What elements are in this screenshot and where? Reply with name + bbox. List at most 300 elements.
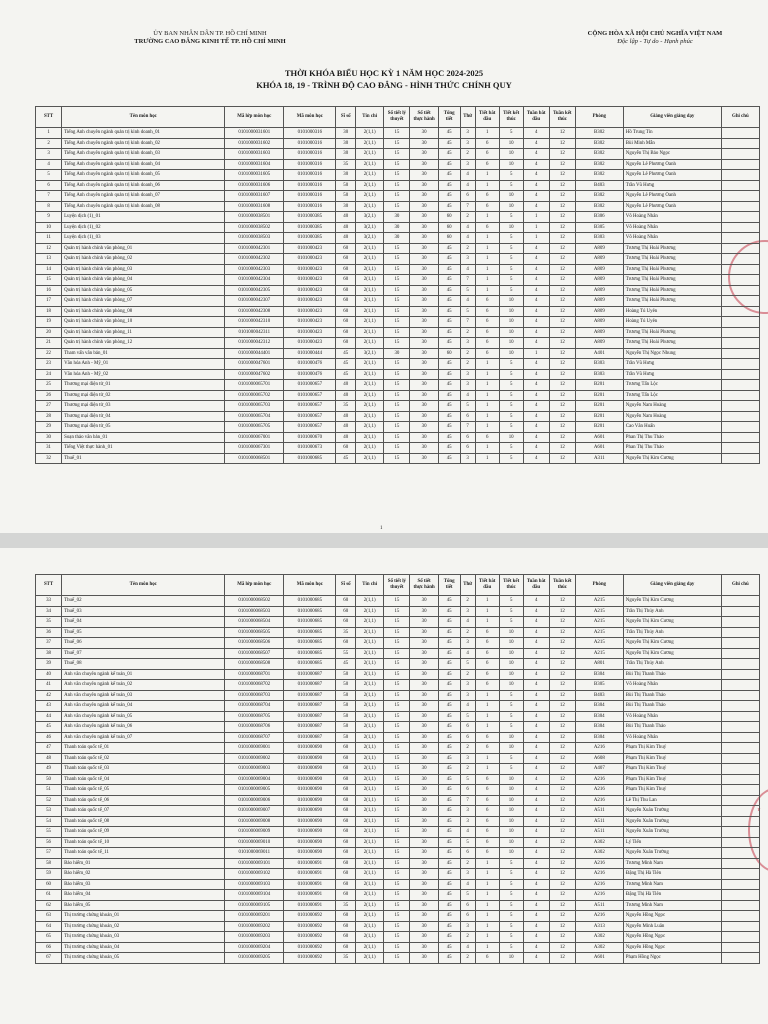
cell-room: A601 — [575, 443, 623, 454]
cell-subject-name: Thị trường chứng khoán_05 — [62, 953, 225, 964]
cell-start-week: 4 — [523, 648, 549, 659]
cell-class-size: 60 — [336, 743, 356, 754]
cell-stt: 5 — [36, 170, 62, 181]
cell-start-period: 1 — [475, 596, 499, 607]
cell-theory-periods: 15 — [384, 690, 410, 701]
cell-weekday: 6 — [460, 722, 475, 733]
cell-start-period: 1 — [475, 128, 499, 139]
cell-subject-name: Thương mại điện tử_03 — [62, 401, 225, 412]
column-header-practice-periods: Số tiết thực hành — [410, 575, 438, 596]
cell-start-period: 1 — [475, 264, 499, 275]
cell-room: A215 — [575, 627, 623, 638]
cell-class-size: 60 — [336, 890, 356, 901]
cell-start-week: 4 — [523, 201, 549, 212]
cell-class-code: 0101000069104 — [225, 890, 284, 901]
cell-subject-code: 0101000423 — [284, 264, 336, 275]
cell-class-size: 40 — [336, 212, 356, 223]
cell-class-code: 0101000068704 — [225, 701, 284, 712]
cell-end-week: 12 — [549, 690, 575, 701]
cell-class-size: 35 — [336, 953, 356, 964]
cell-credits: 2(1,1) — [356, 191, 384, 202]
cell-credits: 2(1,1) — [356, 932, 384, 943]
cell-total-periods: 45 — [438, 627, 460, 638]
table-row — [36, 443, 760, 454]
cell-lecturer: Nguyễn Lê Phương Oanh — [623, 170, 721, 181]
cell-practice-periods: 30 — [410, 890, 438, 901]
cell-weekday: 5 — [460, 837, 475, 848]
cell-total-periods: 45 — [438, 785, 460, 796]
table-row — [36, 701, 760, 712]
cell-subject-code: 0101000423 — [284, 296, 336, 307]
cell-start-period: 1 — [475, 254, 499, 265]
cell-weekday: 2 — [460, 348, 475, 359]
cell-room: A302 — [575, 848, 623, 859]
cell-start-week: 4 — [523, 296, 549, 307]
cell-total-periods: 45 — [438, 774, 460, 785]
cell-room: A809 — [575, 317, 623, 328]
cell-weekday: 5 — [460, 306, 475, 317]
cell-theory-periods: 15 — [384, 254, 410, 265]
cell-room: A407 — [575, 764, 623, 775]
cell-total-periods: 45 — [438, 254, 460, 265]
cell-practice-periods: 30 — [410, 785, 438, 796]
cell-practice-periods: 30 — [410, 149, 438, 160]
issuer-line-2: TRƯỜNG CAO ĐẲNG KINH TẾ TP. HỒ CHÍ MINH — [134, 38, 286, 45]
cell-practice-periods: 30 — [410, 243, 438, 254]
table-row — [36, 411, 760, 422]
cell-subject-name: Thuế_01 — [62, 453, 225, 464]
table-header-row — [36, 575, 760, 596]
cell-end-period: 5 — [499, 443, 523, 454]
cell-lecturer: Phạm Hồng Ngọc — [623, 953, 721, 964]
cell-theory-periods: 15 — [384, 401, 410, 412]
cell-subject-code: 0101000690 — [284, 753, 336, 764]
cell-start-period: 6 — [475, 348, 499, 359]
cell-end-week: 12 — [549, 669, 575, 680]
cell-note — [721, 338, 759, 349]
cell-subject-name: Quản trị hành chính văn phòng_07 — [62, 296, 225, 307]
cell-start-week: 4 — [523, 869, 549, 880]
cell-class-size: 30 — [336, 138, 356, 149]
cell-class-size: 60 — [336, 638, 356, 649]
cell-stt: 19 — [36, 317, 62, 328]
table-row — [36, 275, 760, 286]
table-row — [36, 879, 760, 890]
cell-note — [721, 411, 759, 422]
cell-room: A302 — [575, 932, 623, 943]
cell-credits: 2(1,1) — [356, 617, 384, 628]
table-row — [36, 690, 760, 701]
cell-total-periods: 45 — [438, 432, 460, 443]
cell-practice-periods: 30 — [410, 128, 438, 139]
cell-end-week: 12 — [549, 138, 575, 149]
cell-subject-code: 0101000423 — [284, 317, 336, 328]
cell-subject-code: 0101000690 — [284, 837, 336, 848]
cell-class-code: 0101000068501 — [225, 453, 284, 464]
cell-total-periods: 45 — [438, 690, 460, 701]
cell-note — [721, 380, 759, 391]
cell-subject-code: 0101000690 — [284, 795, 336, 806]
cell-stt: 47 — [36, 743, 62, 754]
cell-stt: 66 — [36, 942, 62, 953]
table-row — [36, 212, 760, 223]
table-row — [36, 774, 760, 785]
column-header-room: Phòng — [575, 107, 623, 128]
cell-note — [721, 296, 759, 307]
cell-start-week: 4 — [523, 638, 549, 649]
cell-credits: 2(1,1) — [356, 869, 384, 880]
cell-note — [721, 432, 759, 443]
cell-subject-name: Anh văn chuyên ngành kế toán_02 — [62, 680, 225, 691]
cell-note — [721, 170, 759, 181]
cell-start-period: 1 — [475, 243, 499, 254]
cell-lecturer: Nguyễn Thị Kim Cương — [623, 648, 721, 659]
cell-note — [721, 401, 759, 412]
cell-total-periods: 45 — [438, 369, 460, 380]
cell-subject-code: 0101000691 — [284, 858, 336, 869]
cell-total-periods: 45 — [438, 764, 460, 775]
cell-weekday: 6 — [460, 191, 475, 202]
cell-class-size: 40 — [336, 380, 356, 391]
cell-subject-code: 0101000673 — [284, 443, 336, 454]
cell-subject-name: Tiếng Anh chuyên ngành quản trị kinh doanh_02 — [62, 138, 225, 149]
cell-end-week: 12 — [549, 932, 575, 943]
cell-start-period: 1 — [475, 369, 499, 380]
cell-credits: 3(2,1) — [356, 233, 384, 244]
cell-subject-name: Luyện dịch (1)_03 — [62, 233, 225, 244]
cell-room: B201 — [575, 380, 623, 391]
cell-start-period: 6 — [475, 795, 499, 806]
cell-end-week: 12 — [549, 911, 575, 922]
cell-credits: 2(1,1) — [356, 900, 384, 911]
column-header-subject-name: Tên môn học — [62, 107, 225, 128]
cell-class-code: 0101000069103 — [225, 879, 284, 890]
cell-class-code: 0101000069105 — [225, 900, 284, 911]
cell-class-code: 0101000031602 — [225, 138, 284, 149]
cell-theory-periods: 15 — [384, 453, 410, 464]
cell-total-periods: 60 — [438, 212, 460, 223]
cell-class-size: 60 — [336, 296, 356, 307]
cell-start-period: 1 — [475, 170, 499, 181]
cell-start-week: 4 — [523, 149, 549, 160]
cell-stt: 65 — [36, 932, 62, 943]
cell-subject-name: Thanh toán quốc tế_03 — [62, 764, 225, 775]
cell-class-code: 0101000031601 — [225, 128, 284, 139]
cell-stt: 18 — [36, 306, 62, 317]
cell-class-size: 60 — [336, 264, 356, 275]
cell-weekday: 7 — [460, 422, 475, 433]
table-row — [36, 380, 760, 391]
cell-subject-code: 0101000687 — [284, 711, 336, 722]
cell-class-code: 0101000069102 — [225, 869, 284, 880]
cell-start-week: 4 — [523, 837, 549, 848]
cell-note — [721, 606, 759, 617]
column-header-start-week: Tuần bắt đầu — [523, 107, 549, 128]
cell-end-week: 12 — [549, 596, 575, 607]
cell-lecturer: Trương Tấn Lộc — [623, 380, 721, 391]
cell-room: A216 — [575, 911, 623, 922]
cell-credits: 2(1,1) — [356, 180, 384, 191]
cell-end-period: 5 — [499, 753, 523, 764]
cell-class-code: 0101000068703 — [225, 690, 284, 701]
cell-class-size: 60 — [336, 764, 356, 775]
cell-note — [721, 827, 759, 838]
cell-practice-periods: 30 — [410, 222, 438, 233]
cell-practice-periods: 30 — [410, 264, 438, 275]
table-row — [36, 285, 760, 296]
cell-practice-periods: 30 — [410, 138, 438, 149]
column-header-note: Ghi chú — [721, 575, 759, 596]
cell-note — [721, 254, 759, 265]
cell-credits: 2(1,1) — [356, 627, 384, 638]
table-row — [36, 711, 760, 722]
cell-weekday: 5 — [460, 774, 475, 785]
cell-class-size: 60 — [336, 596, 356, 607]
cell-credits: 2(1,1) — [356, 338, 384, 349]
cell-class-code: 0101000042304 — [225, 275, 284, 286]
cell-note — [721, 680, 759, 691]
cell-weekday: 4 — [460, 180, 475, 191]
cell-room: A809 — [575, 285, 623, 296]
cell-theory-periods: 15 — [384, 317, 410, 328]
column-header-stt: STT — [36, 107, 62, 128]
cell-end-period: 5 — [499, 911, 523, 922]
cell-theory-periods: 15 — [384, 932, 410, 943]
cell-total-periods: 45 — [438, 900, 460, 911]
table-row — [36, 138, 760, 149]
cell-total-periods: 45 — [438, 816, 460, 827]
cell-weekday: 2 — [460, 212, 475, 223]
cell-theory-periods: 15 — [384, 680, 410, 691]
cell-start-week: 4 — [523, 453, 549, 464]
cell-stt: 55 — [36, 827, 62, 838]
cell-subject-code: 0101000690 — [284, 743, 336, 754]
table-row — [36, 785, 760, 796]
cell-start-week: 4 — [523, 806, 549, 817]
cell-end-week: 12 — [549, 170, 575, 181]
table-row — [36, 254, 760, 265]
cell-room: A809 — [575, 254, 623, 265]
cell-subject-code: 0101000692 — [284, 921, 336, 932]
cell-total-periods: 45 — [438, 701, 460, 712]
cell-weekday: 7 — [460, 201, 475, 212]
cell-start-week: 4 — [523, 669, 549, 680]
cell-practice-periods: 30 — [410, 159, 438, 170]
cell-theory-periods: 15 — [384, 285, 410, 296]
cell-class-code: 0101000047601 — [225, 359, 284, 370]
cell-end-week: 12 — [549, 827, 575, 838]
cell-class-size: 45 — [336, 659, 356, 670]
cell-total-periods: 45 — [438, 879, 460, 890]
cell-total-periods: 45 — [438, 201, 460, 212]
cell-lecturer: Võ Hoàng Nhân — [623, 212, 721, 223]
table-row — [36, 596, 760, 607]
cell-end-week: 12 — [549, 617, 575, 628]
cell-subject-code: 0101000423 — [284, 275, 336, 286]
table-row — [36, 795, 760, 806]
table-row — [36, 816, 760, 827]
cell-stt: 53 — [36, 806, 62, 817]
cell-practice-periods: 30 — [410, 359, 438, 370]
column-header-start-period: Tiết bắt đầu — [475, 575, 499, 596]
cell-lecturer: Trương Thị Hoài Phương — [623, 254, 721, 265]
cell-subject-name: Thanh toán quốc tế_05 — [62, 785, 225, 796]
cell-lecturer: Bùi Thị Thanh Thảo — [623, 690, 721, 701]
cell-lecturer: Nguyễn Xuân Trường — [623, 806, 721, 817]
cell-note — [721, 911, 759, 922]
cell-end-period: 5 — [499, 212, 523, 223]
cell-lecturer: Bùi Thị Thanh Thảo — [623, 701, 721, 712]
cell-note — [721, 795, 759, 806]
column-header-end-week: Tuần kết thúc — [549, 575, 575, 596]
cell-subject-name: Quản trị hành chính văn phòng_05 — [62, 285, 225, 296]
cell-end-period: 5 — [499, 921, 523, 932]
cell-stt: 4 — [36, 159, 62, 170]
cell-room: A809 — [575, 243, 623, 254]
table-row — [36, 191, 760, 202]
cell-stt: 28 — [36, 411, 62, 422]
cell-practice-periods: 30 — [410, 180, 438, 191]
cell-credits: 2(1,1) — [356, 827, 384, 838]
cell-theory-periods: 15 — [384, 159, 410, 170]
table-row — [36, 149, 760, 160]
cell-room: A215 — [575, 617, 623, 628]
cell-end-week: 12 — [549, 317, 575, 328]
cell-lecturer: Nguyễn Thị Kim Cương — [623, 617, 721, 628]
cell-class-code: 0101000068707 — [225, 732, 284, 743]
cell-start-week: 4 — [523, 617, 549, 628]
cell-practice-periods: 30 — [410, 848, 438, 859]
cell-weekday: 2 — [460, 953, 475, 964]
cell-theory-periods: 15 — [384, 764, 410, 775]
cell-total-periods: 45 — [438, 390, 460, 401]
cell-subject-code: 0101000692 — [284, 942, 336, 953]
cell-theory-periods: 15 — [384, 201, 410, 212]
cell-stt: 30 — [36, 432, 62, 443]
cell-total-periods: 45 — [438, 638, 460, 649]
cell-practice-periods: 30 — [410, 275, 438, 286]
cell-subject-code: 0101000685 — [284, 659, 336, 670]
cell-class-code: 0101000031605 — [225, 170, 284, 181]
cell-total-periods: 45 — [438, 911, 460, 922]
cell-theory-periods: 15 — [384, 411, 410, 422]
cell-subject-name: Thương mại điện tử_05 — [62, 422, 225, 433]
cell-total-periods: 45 — [438, 669, 460, 680]
cell-start-period: 1 — [475, 443, 499, 454]
cell-end-period: 10 — [499, 638, 523, 649]
cell-weekday: 4 — [460, 648, 475, 659]
cell-end-period: 5 — [499, 453, 523, 464]
cell-end-week: 12 — [549, 201, 575, 212]
column-header-subject-code: Mã môn học — [284, 107, 336, 128]
cell-class-code: 0101000069203 — [225, 932, 284, 943]
cell-total-periods: 45 — [438, 338, 460, 349]
cell-start-week: 4 — [523, 159, 549, 170]
cell-weekday: 3 — [460, 869, 475, 880]
cell-theory-periods: 15 — [384, 921, 410, 932]
cell-weekday: 6 — [460, 785, 475, 796]
cell-note — [721, 932, 759, 943]
cell-practice-periods: 30 — [410, 191, 438, 202]
national-header — [555, 30, 755, 46]
cell-class-code: 0101000068706 — [225, 722, 284, 733]
column-header-practice-periods: Số tiết thực hành — [410, 107, 438, 128]
cell-credits: 2(1,1) — [356, 942, 384, 953]
cell-note — [721, 264, 759, 275]
table-row — [36, 317, 760, 328]
cell-start-period: 1 — [475, 858, 499, 869]
cell-lecturer: Trương Thị Hoài Phương — [623, 327, 721, 338]
cell-theory-periods: 15 — [384, 432, 410, 443]
cell-lecturer: Nguyễn Hồng Ngọc — [623, 942, 721, 953]
cell-end-period: 10 — [499, 669, 523, 680]
cell-weekday: 6 — [460, 432, 475, 443]
cell-note — [721, 806, 759, 817]
cell-total-periods: 45 — [438, 858, 460, 869]
table-body — [36, 128, 760, 464]
cell-weekday: 7 — [460, 317, 475, 328]
cell-stt: 16 — [36, 285, 62, 296]
cell-start-period: 1 — [475, 932, 499, 943]
cell-credits: 2(1,1) — [356, 890, 384, 901]
cell-weekday: 3 — [460, 690, 475, 701]
cell-class-code: 0101000069011 — [225, 848, 284, 859]
cell-start-period: 1 — [475, 285, 499, 296]
cell-subject-name: Thanh toán quốc tế_07 — [62, 806, 225, 817]
cell-start-week: 4 — [523, 680, 549, 691]
cell-lecturer: Đặng Thị Hà Tiên — [623, 869, 721, 880]
cell-weekday: 3 — [460, 816, 475, 827]
cell-theory-periods: 15 — [384, 722, 410, 733]
cell-room: B303 — [575, 369, 623, 380]
cell-lecturer: Cao Văn Huấn — [623, 422, 721, 433]
issuer-header — [95, 30, 325, 46]
cell-end-period: 5 — [499, 900, 523, 911]
cell-note — [721, 201, 759, 212]
cell-class-code: 0101000065704 — [225, 411, 284, 422]
cell-end-week: 12 — [549, 369, 575, 380]
cell-end-period: 5 — [499, 233, 523, 244]
table-row — [36, 900, 760, 911]
cell-end-period: 10 — [499, 837, 523, 848]
cell-theory-periods: 15 — [384, 296, 410, 307]
cell-stt: 67 — [36, 953, 62, 964]
cell-weekday: 3 — [460, 453, 475, 464]
cell-room: A601 — [575, 432, 623, 443]
table-row — [36, 422, 760, 433]
cell-theory-periods: 15 — [384, 858, 410, 869]
cell-lecturer: Trần Thị Thúy Anh — [623, 627, 721, 638]
cell-subject-code: 0101000316 — [284, 149, 336, 160]
cell-end-period: 10 — [499, 149, 523, 160]
table-header-row — [36, 107, 760, 128]
cell-stt: 52 — [36, 795, 62, 806]
table-row — [36, 453, 760, 464]
cell-total-periods: 45 — [438, 159, 460, 170]
cell-weekday: 5 — [460, 890, 475, 901]
cell-credits: 2(1,1) — [356, 911, 384, 922]
cell-theory-periods: 15 — [384, 369, 410, 380]
cell-class-code: 0101000068702 — [225, 680, 284, 691]
column-header-stt: STT — [36, 575, 62, 596]
cell-note — [721, 722, 759, 733]
cell-room: B201 — [575, 422, 623, 433]
cell-note — [721, 701, 759, 712]
cell-end-period: 5 — [499, 264, 523, 275]
cell-start-week: 4 — [523, 411, 549, 422]
cell-credits: 2(1,1) — [356, 711, 384, 722]
cell-total-periods: 45 — [438, 680, 460, 691]
